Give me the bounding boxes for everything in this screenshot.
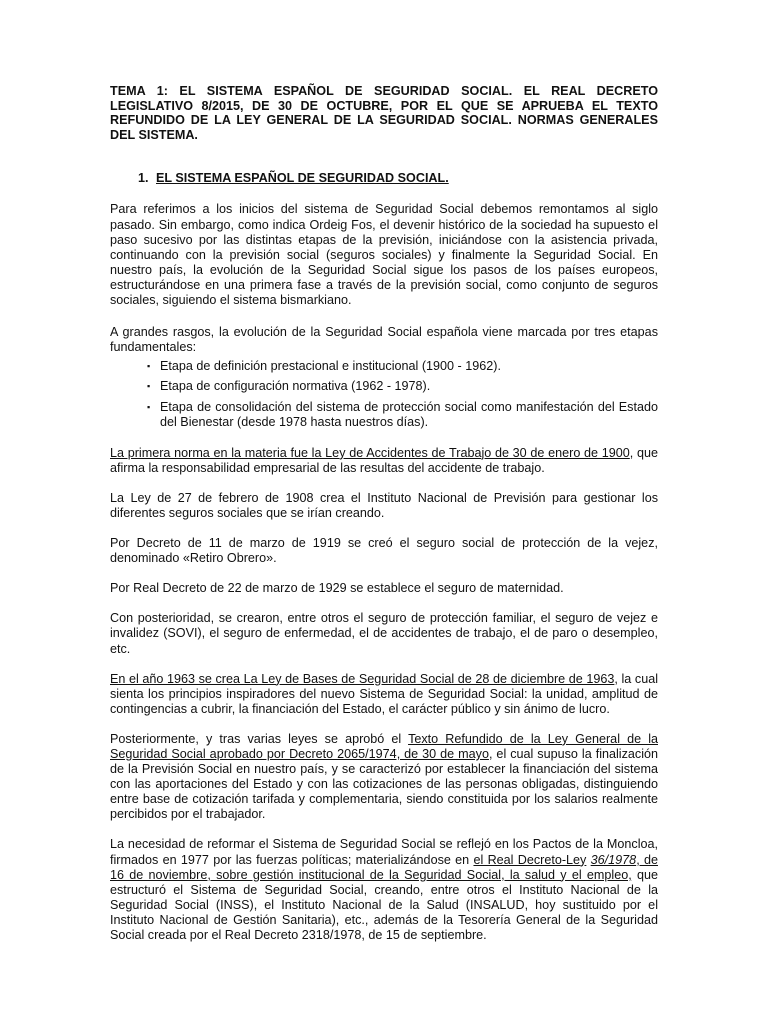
underlined-reference: , de 16 de noviembre, sobre gestión institucional de la Seguridad Social, la salud y el empleo,: [110, 852, 658, 882]
underlined-reference: La primera norma en la materia fue la Ley de Accidentes de Trabajo de 30 de enero de 1900: [110, 445, 630, 460]
paragraph-moncloa: La necesidad de reformar el Sistema de Seguridad Social se reflejó en los Pactos de la Moncloa, firmados en 1977 por las fuerzas políticas; materializándose en el Real Decreto-Ley 36/1978, de 16 de noviembre, sobre gestión institucional de la Seguridad Social, la salud y el empleo, que estructuró el Sistema de Seguridad Social, creando, entre otros el Instituto Nacional de la Seguridad Social (INSS), el Instituto Nacional de la Salud (INSALUD, hoy sustituido por el Instituto Nacional de Gestión Sanitaria), etc., además de la Tesorería General de la Seguridad Social creada por el Real Decreto 2318/1978, de 15 de septiembre.: [110, 837, 658, 943]
paragraph-1919: Por Decreto de 11 de marzo de 1919 se creó el seguro social de protección de la vejez, denominado «Retiro Obrero».: [110, 536, 658, 566]
underlined-reference: el Real Decreto-Ley: [473, 852, 587, 867]
document-title: TEMA 1: EL SISTEMA ESPAÑOL DE SEGURIDAD SOCIAL. EL REAL DECRETO LEGISLATIVO 8/2015, DE 30 DE OCTUBRE, POR EL QUE SE APRUEBA EL TEXTO REFUNDIDO DE LA LEY GENERAL DE LA SEGURIDAD SOCIAL. NORMAS GENERALES DEL SISTEMA.: [110, 84, 658, 142]
stages-list: [146, 359, 658, 429]
bullet-icon: ▪: [147, 381, 151, 392]
underlined-reference: Texto Refundido de la Ley General de la Seguridad Social aprobado por Decreto 2065/1974, de 30 de mayo: [110, 731, 658, 761]
bullet-icon: ▪: [147, 361, 151, 372]
paragraph-1929: Por Real Decreto de 22 de marzo de 1929 se establece el seguro de maternidad.: [110, 581, 564, 596]
paragraph-1974: Posteriormente, y tras varias leyes se aprobó el Texto Refundido de la Ley General de la Seguridad Social aprobado por Decreto 2065/1974, de 30 de mayo, el cual supuso la finalización de la Previsión Social en nuestro país, y se caracterizó por establecer la financiación del sistema con las aportaciones del Estado y con las cotizaciones de las personas obligadas, distinguiendo entre base de cotización tarifada y complementaria, siendo constituida por los salarios realmente percibidos por el trabajador.: [110, 731, 658, 822]
section-heading-text: EL SISTEMA ESPAÑOL DE SEGURIDAD SOCIAL.: [156, 171, 449, 186]
paragraph-first-law: La primera norma en la materia fue la Ley de Accidentes de Trabajo de 30 de enero de 1900, que afirma la responsabilidad empresarial de las resultas del accidente de trabajo.: [110, 445, 659, 475]
underlined-reference: 36/1978: [590, 852, 637, 867]
list-item: ▪ Etapa de definición prestacional e institucional (1900 - 1962).: [147, 359, 501, 374]
underlined-reference: En el año 1963 se crea La Ley de Bases de Seguridad Social de 28 de diciembre de 1963: [110, 671, 615, 686]
paragraph-other-insurances: Con posterioridad, se crearon, entre otros el seguro de protección familiar, el seguro de vejez e invalidez (SOVI), el seguro de enfermedad, el de accidentes de trabajo, el de paro o desempleo, etc.: [110, 611, 658, 656]
paragraph-origins: Para referimos a los inicios del sistema de Seguridad Social debemos remontamos al siglo pasado. Sin embargo, como indica Ordeig Fos, el devenir histórico de la sociedad ha supuesto el paso sucesivo por las distintas etapas de la previsión, iniciándose con la asistencia privada, continuando con la previsión social (seguros sociales) y finalmente la Seguridad Social. En nuestro país, la evolución de la Seguridad Social sigue los pasos de los países europeos, estructurándose en una primera fase a través de la previsión social, como conjunto de seguros sociales, siguiendo el sistema bismarkiano.: [110, 202, 658, 308]
bullet-icon: ▪: [147, 401, 151, 412]
paragraph-stages-intro: A grandes rasgos, la evolución de la Seguridad Social española viene marcada por tres etapas fundamentales:: [110, 325, 658, 355]
section-number: 1.: [138, 171, 149, 186]
paragraph-1963: En el año 1963 se crea La Ley de Bases de Seguridad Social de 28 de diciembre de 1963, la cual sienta los principios inspiradores del nuevo Sistema de Seguridad Social: la unidad, amplitud de contingencias a cubrir, la financiación del Estado, el carácter público y sin ánimo de lucro.: [110, 671, 658, 716]
paragraph-1908: La Ley de 27 de febrero de 1908 crea el Instituto Nacional de Previsión para gestionar los diferentes seguros sociales que se irían creando.: [110, 490, 658, 520]
list-item: ▪ Etapa de configuración normativa (1962 - 1978).: [147, 379, 431, 394]
section-heading: [138, 171, 658, 186]
list-item: ▪ Etapa de consolidación del sistema de protección social como manifestación del Estado del Bienestar (desde 1978 hasta nuestros días).: [147, 399, 658, 429]
